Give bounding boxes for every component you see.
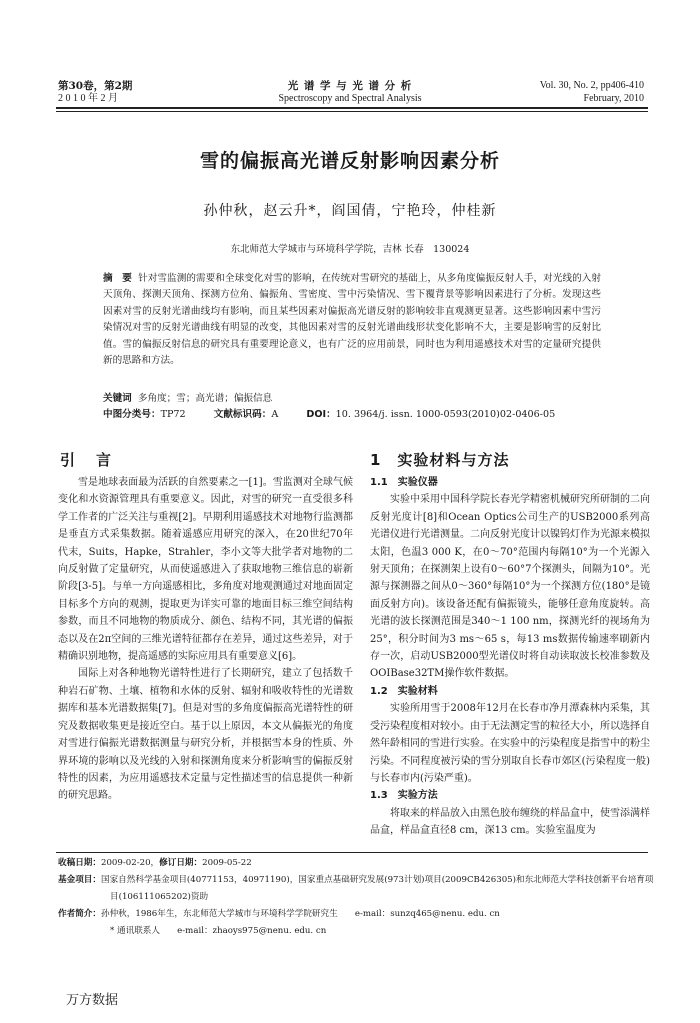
intro-paragraph: 国际上对各种地物光谱特性进行了长期研究，建立了包括数千种岩石矿物、土壤、植物和水体的反射、辐射和吸收特性的光谱数据库和基本光谱数据集[7]。但是对雪的多角度偏振高光谱特性的研究及数据收集更是接近空白。基于以上原因，本文从偏振光的角度对雪进行偏振光谱数据测量与研究分析，并根据雪本身的性质、外界环境的影响以及光线的入射和探测角度来分析影响雪的偏振反射特性的因素，为应用遥感技术定量与定性描述雪的信息提供一种新的研究思路。 bbox=[58, 668, 353, 802]
received-label: 收稿日期： bbox=[58, 858, 101, 868]
paper-title: 雪的偏振高光谱反射影响因素分析 bbox=[199, 150, 500, 172]
subsection-title: 1.2 实验材料 bbox=[370, 685, 438, 697]
journal-issue: 第30卷，第2期 bbox=[58, 80, 133, 92]
methods-paragraph: 将取来的样品放入由黑色胶布缠绕的样品盒中，使雪添满样品盒，样品盒直径8 cm，深13 cm。实验室温度为 bbox=[370, 807, 650, 837]
doi-value: 10. 3964/j. issn. 1000-0593(2010)02-0406-05 bbox=[335, 409, 556, 420]
subsection-title: 1.1 实验仪器 bbox=[370, 477, 438, 488]
received-date: 2009-02-20， bbox=[100, 858, 160, 868]
revised-date: 2009-05-22 bbox=[202, 858, 252, 868]
keywords-label: 关键词 bbox=[103, 393, 132, 404]
abstract-text: 针对雪监测的需要和全球变化对雪的影响，在传统对雪研究的基础上，从多角度偏振反射人手，对光线的入射天顶角、探测天顶角、探测方位角、偏振角、雪密度、雪中污染情况、雪下覆背景等影响因素进行了分析。发现这些因素对雪的反射光谱曲线均有影响，而且某些因素对偏振高光谱反射的影响较非直观测更显著。这些影响因素中雪污染情况对雪的反射光谱曲线有明显的改变，其他因素对雪的反射光谱曲线形状变化影响不大，主要是影响雪的反射比值。雪的偏振反射信息的研究具有重要理论意义，也有广泛的应用前景，同时也为利用遥感技术对雪的定量研究提供新的思路和方法。 bbox=[103, 273, 601, 367]
watermark: 万方数据 bbox=[66, 993, 119, 1008]
doc-code-label: 文献标识码： bbox=[213, 409, 272, 420]
methods-column bbox=[370, 474, 650, 840]
journal-date: 2 0 1 0 年 2 月 bbox=[58, 93, 118, 104]
author-bio: 孙仲秋，1986年生，东北师范大学城市与环境科学学院研究生 e-mail：sunzq465@nenu. edu. cn bbox=[100, 909, 500, 919]
corresponding-author: * 通讯联系人 e-mail：zhaoys975@nenu. edu. cn bbox=[110, 926, 327, 936]
abstract-label: 摘 要 bbox=[103, 273, 132, 284]
methods-heading: 1 实验材料与方法 bbox=[370, 451, 510, 469]
abstract bbox=[103, 271, 601, 369]
author-bio-label: 作者简介： bbox=[58, 909, 101, 919]
journal-volume: Vol. 30, No. 2, pp406-410 bbox=[539, 80, 644, 91]
methods-paragraph: 实验中采用中国科学院长春光学精密机械研究所研制的二向反射光度计[8]和Ocean Optics公司生产的USB2000系列高光谱仪进行光谱测量。二向反射光度计以镍钨灯作为光源来模拟太阳，色温3 000 K，在0～70°范围内每隔10°为一个光源入射天顶角；在探测架上设有0～60°7个探测头，间隔为10°。光源与探测器之间从0～360°每隔10°为一个探测方位(180°是镜面反射方向)。该设备还配有偏振镜头，能够任意角度旋转。高光谱的波长探测范围是340～1 100 nm，探测光纤的视场角为25°，积分时间为3 ms～65 s，每13 ms数据传输速率刷新内存一次，启动USB2000型光谱仪时将自动读取波长校准参数及OOIBase32TM操作软件数据。 bbox=[370, 494, 650, 680]
intro-heading: 引 言 bbox=[60, 451, 115, 469]
doi-label: DOI： bbox=[306, 409, 336, 420]
header-rule-thin bbox=[56, 111, 648, 112]
intro-paragraph: 雪是地球表面最为活跃的自然要素之一[1]。雪监测对全球气候变化和水资源管理具有重要意义。因此，对雪的研究一直受很多科学工作者的广泛关注与重视[2]。早期利用遥感技术对地物行监测都是垂直方式采集数据。随着遥感应用研究的深入，在20世纪70年代末，Suits，Hapke，Strahler，李小文等大批学者对地物的二向反射做了定量研究，从而使遥感进入了获取地物三维信息的崭新阶段[3-5]。与单一方向遥感相比，多角度对地观测通过对地面固定目标多个方向的观测，提取更为详实可靠的地面目标三维空间结构参数，而且不同地物的物质成分、颜色、结构不同，其光谱的偏振态以及在2π空间的三维光谱特征都存在差异，通过这些差异，对于精确识别地物，提高遥感的实际应用具有重要意义[6]。 bbox=[58, 477, 353, 663]
methods-paragraph: 实验所用雪于2008年12月在长春市净月潭森林内采集，其受污染程度相对较小。由于无法测定雪的粒径大小，所以选择自然年龄相同的雪进行实验。在实验中的污染程度是指雪中的粉尘污染。不同程度被污染的雪分别取自长春市郊区(污染程度一般)与长春市内(污染严重)。 bbox=[370, 703, 650, 784]
clc-value: TP72 bbox=[160, 409, 186, 420]
header-rule-thick bbox=[56, 107, 648, 109]
keywords-text: 多角度；雪；高光谱；偏振信息 bbox=[137, 393, 273, 404]
subsection-title: 1.3 实验方法 bbox=[370, 790, 438, 802]
journal-title-en: Spectroscopy and Spectral Analysis bbox=[278, 93, 422, 104]
fund-text: 国家自然科学基金项目(40771153，40971190)，国家重点基础研究发展(973计划)项目(2009CB426305)和东北师范大学科技创新平台培育项目(106111065202)资助 bbox=[100, 875, 654, 902]
clc-label: 中图分类号： bbox=[103, 409, 161, 420]
journal-title-cn: 光 谱 学 与 光 谱 分 析 bbox=[287, 80, 413, 92]
author-list: 孙仲秋，赵云升*，阎国倩，宁艳玲，仲桂新 bbox=[203, 203, 497, 219]
intro-column bbox=[58, 474, 353, 805]
doc-code-value: A bbox=[271, 409, 279, 420]
revised-label: 修订日期： bbox=[159, 858, 203, 868]
fund-label: 基金项目： bbox=[58, 875, 101, 885]
keywords-block bbox=[103, 391, 623, 423]
affiliation: 东北师范大学城市与环境科学学院，吉林 长春 130024 bbox=[230, 244, 470, 255]
journal-month: February, 2010 bbox=[583, 93, 644, 104]
footnotes bbox=[58, 855, 658, 940]
footnote-rule bbox=[56, 852, 648, 853]
